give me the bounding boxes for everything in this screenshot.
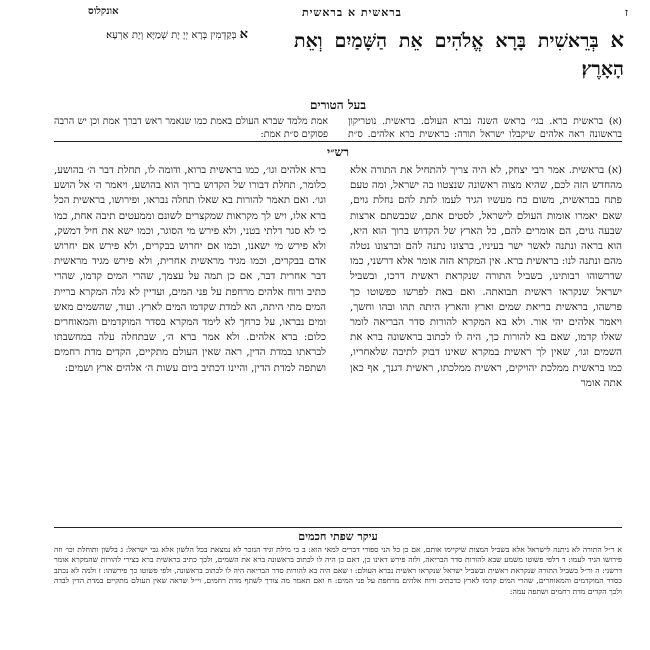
onkelos-text: בְּקַדְמִין בְּרָא יְיָ יָת שְׁמַיָּא וְיָת אַרְעָא׃ (106, 30, 237, 41)
rashi-column-right: (א) בראשית. אמר רבי יצחק, לא היה צריך להתחיל את התורה אלא מהחדש הזה לכם, שהיא מצוה ראשונה שנצטוו בה ישראל, ומה טעם פתח בבראשית, משום כח מעשיו הגיד לעמו לתת להם נחלת גוים, שאם יאמרו אומות העולם לישראל, לסטים אתם, שכבשתם ארצות שבעה גוים, הם אומרים להם, כל הארץ של הקדוש ברוך הוא היא, הוא בראה ונתנה לאשר ישר בעיניו, ברצונו נתנה להם וברצונו נטלה מהם ונתנה לנו: בראשית ברא. אין המקרא הזה אומר אלא דרשני, כמו שדרשוהו רבותינו, בשביל התורה שנקראת ראשית דרכו, ובשביל ישראל שנקראו ראשית תבואתה. ואם באת לפרשו כפשוטו כך פרשהו, בראשית בריאת שמים וארץ והארץ היתה תהו ובהו וחשך, ויאמר אלהים יהי אור. ולא בא המקרא להורות סדר הבריאה לומר שאלו קדמו, שאם בא להורות כך, היה לו לכתוב בראשונה ברא את השמים וגו׳, שאין לך ראשית במקרא שאינו דבוק לתיבה שלאחריו, כמו בראשית ממלכת יהויקים, ראשית ממלכתו, ראשית דגנך, אף כאן אתה אומר (350, 165, 622, 389)
rashi-title: רש״י (54, 141, 622, 160)
onkelos-label: אונקלוס (88, 6, 119, 17)
page-header (18, 6, 632, 24)
baal-haturim-title: בעל הטורים (309, 98, 367, 112)
baal-haturim-section (54, 98, 622, 141)
page-number: ז (624, 6, 628, 19)
baal-haturim-text: (א) בראשית ברא. בגי׳ בראש השנה נברא העולם. בראשית. נוטריקון בראשונה ראה אלהים שיקבלו ישראל תורה: בראשית ברא אלהים. ס״ת אמת מלמד שברא העולם באמת כמו שנאמר ראש דברך אמת וכן יש הרבה פסוקים ס״ת אמת: (54, 116, 622, 140)
verse-text: בְּרֵאשִׁית בָּרָא אֱלֹהִים אֵת הַשָּׁמַיִם וְאֵת הָאָרֶץ׃ (294, 30, 624, 80)
document-page (18, 4, 632, 644)
onkelos-verse-number: א (239, 27, 248, 42)
siftei-chachamim-text: א ר״ל התורה לא ניתנה לישראל אלא בשביל המצות שיקיימו אותם, אם כן כל הני ספורי דברים למאי הוא: ב כי מילת וגיד הנזכר לא נמצאת בכל הלשון אלא גבי ישראל: ג בלשון ותוחלת וכו׳ וזה פירושו הגיד לעמו: ד דלפי פשוטו משמע שבא להורות סדר הבריאה, ולזה פירש דאינו כן, דאם כן היה לו לכתוב בראשונה ברא את השמים, ולכך כתיב בראשית ברא בצירי להורות שהמקרא אומר דרשני: ה ור״ל בשביל התורה שנקראת ראשית ובשביל ישראל שנקראו ראשית נברא העולם: ו שאם היה בא להורות סדר הבריאה היה לו לכתוב בראשונה, ולפי פשוטו כך פירשהו: ז ולמה לא נכתב כסדר המוקדמים והמאוחרים, שהרי המים קדמו לארץ כדכתיב ורוח אלהים מרחפת על פני המים: ח ואם תאמר מה צורך לשתף מדת רחמים, וי״ל שראה שאין העולם מתקיים במדת הדין לבדה ולכך הקדים מדת רחמים ושתפה עמה: (54, 545, 622, 596)
siftei-chachamim-section (54, 527, 622, 597)
rashi-section (54, 141, 622, 391)
rashi-column-left: ברא אלהים וגו׳, כמו בראשית ברוא, ודומה לו, תחלת דבר ה׳ בהושע, כלומר, תחלת דבורו של הקדוש ברוך הוא בהושע, ויאמר ה׳ אל הושע וגו׳. ואם תאמר להורות בא שאלו תחלה נבראו, ופירושו, בראשית הכל ברא אלו, ויש לך מקראות שמקצרים לשונם וממעטים תיבה אחת, כמו כי לא סגר דלתי בטני, ולא פירש מי הסוגר, וכמו ישא את חיל דמשק, ולא פירש מי ישאנו, וכמו אם יחרוש בבקרים, ולא פירש אם יחרוש אדם בבקרים, וכמו מגיד מראשית אחרית, ולא פירש מגיד מראשית דבר אחרית דבר, אם כן תמה על עצמך, שהרי המים קדמו, שהרי כתיב ורוח אלהים מרחפת על פני המים, ועדיין לא גלה המקרא בריית המים מתי היתה, הא למדת שקדמו המים לארץ. ועוד, שהשמים מאש ומים נבראו, על כרחך לא לימד המקרא בסדר המוקדמים והמאוחרים כלום: ברא אלהים. ולא אמר ברא ה׳, שבתחלה עלה במחשבתו לבראתו במדת הדין, ראה שאין העולם מתקיים, הקדים מדת רחמים ושתפה למדת הדין, והיינו דכתיב ביום עשות ה׳ אלהים ארץ ושמים: (54, 165, 326, 374)
running-title: בראשית א בראשית (301, 6, 402, 19)
verse-number: א (610, 27, 624, 52)
siftei-chachamim-title: עיקר שפתי חכמים (54, 527, 622, 543)
rashi-columns (54, 163, 622, 391)
onkelos-translation (68, 28, 248, 43)
torah-verse (294, 26, 624, 83)
